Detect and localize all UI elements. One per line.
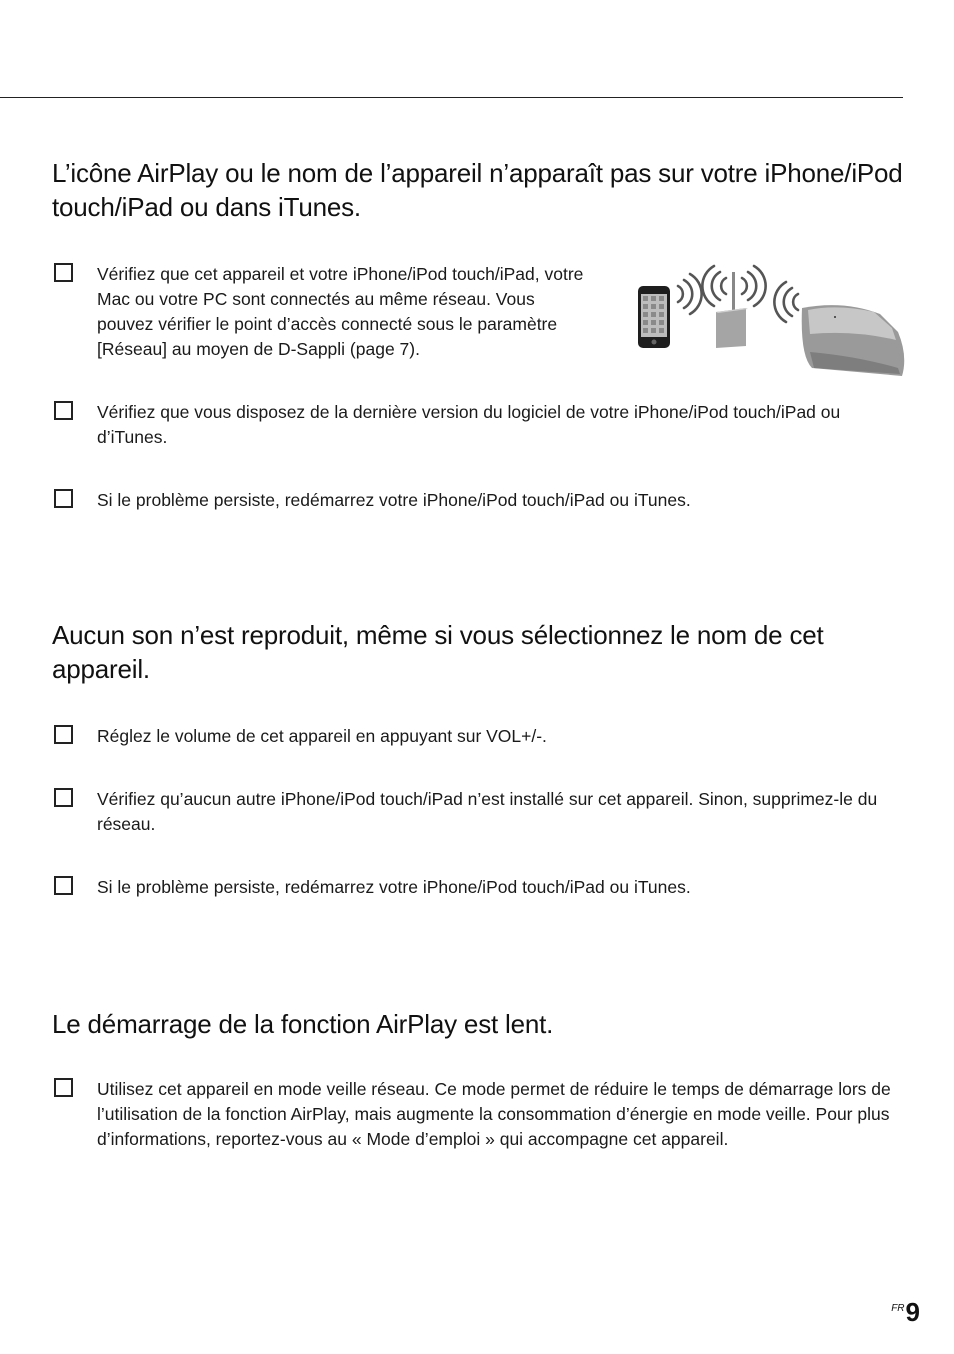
section-slow-start	[52, 1007, 904, 1149]
section-heading: Aucun son n’est reproduit, même si vous sélectionnez le nom de cet appareil.	[52, 620, 824, 684]
section-no-sound	[52, 618, 904, 897]
item-text: Utilisez cet appareil en mode veille réseau. Ce mode permet de réduire le temps de démarrage lors de l’utilisation de la fonction AirPlay, mais augmente la consommation d’énergie en mode veille. Pour plus d’informations, reportez-vous au « Mode d’emploi » qui accompagne cet appareil.	[97, 1079, 891, 1149]
section-airplay-icon-missing	[52, 156, 904, 510]
item-text: Si le problème persiste, redémarrez votre iPhone/iPod touch/iPad ou iTunes.	[97, 490, 691, 510]
checkbox-icon	[54, 876, 73, 895]
speaker-dock-icon	[802, 305, 905, 376]
section-heading: Le démarrage de la fonction AirPlay est lent.	[52, 1009, 554, 1039]
item-text: Vérifiez que cet appareil et votre iPhone/iPod touch/iPad, votre Mac ou votre PC sont connectés au même réseau. Vous pouvez vérifier le point d’accès connecté sous le paramètre [Réseau] au moyen de D-Sappli (page 7).	[97, 264, 584, 359]
iphone-icon	[638, 286, 670, 348]
item-text: Réglez le volume de cet appareil en appuyant sur VOL+/-.	[97, 726, 547, 746]
item-text: Vérifiez qu’aucun autre iPhone/iPod touch/iPad n’est installé sur cet appareil. Sinon, supprimez-le du réseau.	[97, 789, 878, 834]
network-illustration	[634, 256, 906, 380]
page-number	[891, 1297, 920, 1328]
top-rule	[0, 97, 903, 98]
checkbox-icon	[54, 401, 73, 420]
page-number-value: 9	[905, 1297, 920, 1327]
checkbox-icon	[54, 263, 73, 282]
language-code: FR	[891, 1303, 905, 1314]
item-text: Vérifiez que vous disposez de la dernière version du logiciel de votre iPhone/iPod touch/iPad ou d’iTunes.	[97, 402, 841, 447]
checkbox-icon	[54, 788, 73, 807]
item-text: Si le problème persiste, redémarrez votre iPhone/iPod touch/iPad ou iTunes.	[97, 877, 691, 897]
checkbox-icon	[54, 489, 73, 508]
checkbox-icon	[54, 1078, 73, 1097]
checkbox-icon	[54, 725, 73, 744]
section-heading: L’icône AirPlay ou le nom de l’appareil n’apparaît pas sur votre iPhone/iPod touch/iPad ou dans iTunes.	[52, 158, 903, 222]
